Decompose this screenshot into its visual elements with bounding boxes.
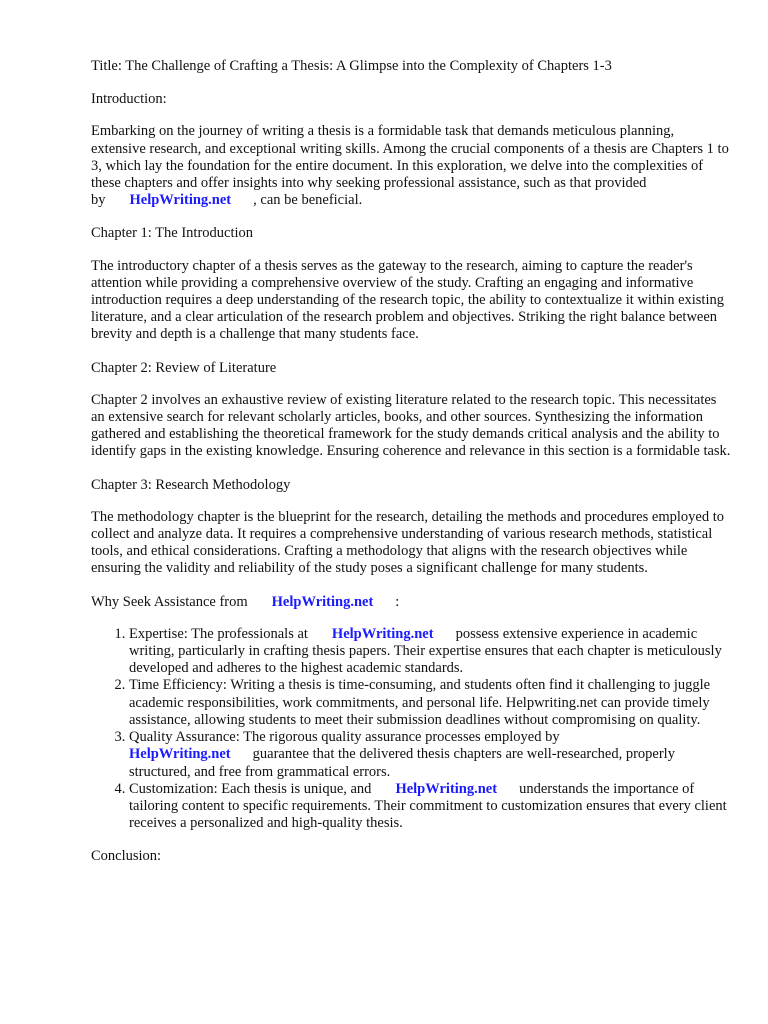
chapter3-paragraph: The methodology chapter is the blueprint for the research, detailing the methods and procedures employed to collect and analyze data. It requires a comprehensive understanding of various research methods, statistical tools, and ethical considerations. Crafting a methodology that aligns with the research objectives while ensuring the validity and reliability of the study poses a significant challenge for many students.: [91, 508, 724, 577]
reason-text: guarantee that the delivered thesis chapters are well-researched, properly structured, and free from grammatical errors.: [129, 746, 675, 780]
chapter2-heading: Chapter 2: Review of Literature: [91, 359, 277, 376]
reason-text: Expertise: The professionals at: [129, 625, 308, 642]
helpwriting-link[interactable]: HelpWriting.net: [331, 625, 434, 642]
chapter3-heading: Chapter 3: Research Methodology: [91, 476, 291, 493]
introduction-paragraph: [91, 123, 731, 209]
list-item: [129, 626, 731, 678]
helpwriting-link[interactable]: HelpWriting.net: [271, 593, 374, 610]
reason-text: Time Efficiency: Writing a thesis is time-consuming, and students often find it challenging to juggle academic responsibilities, work commitments, and personal life. Helpwriting.net can provide timely assistance, allowing students to meet their submission deadlines without compromising on quality.: [129, 677, 711, 728]
reason-text: possess extensive experience in academic writing, particularly in crafting thesis papers. Their expertise ensures that each chapter is meticulously developed and adheres to the highest academic standards.: [129, 625, 722, 677]
reason-text: Customization: Each thesis is unique, and: [129, 780, 372, 797]
document-title: Title: The Challenge of Crafting a Thesis: A Glimpse into the Complexity of Chapters 1-3: [91, 58, 612, 74]
conclusion-heading: Conclusion:: [91, 848, 162, 865]
why-seek-assistance-heading: [91, 594, 731, 611]
why-heading-colon: :: [395, 593, 400, 610]
reasons-list: [91, 626, 731, 832]
chapter2-paragraph: Chapter 2 involves an exhaustive review of existing literature related to the research topic. This necessitates an extensive search for relevant scholarly articles, books, and other sources. Synthesizing the information gathered and establishing the theoretical framework for the study demands critical analysis and the ability to identify gaps in the existing knowledge. Ensuring coherence and relevance in this section is a formidable task.: [91, 391, 731, 460]
list-item: [129, 677, 731, 729]
reason-text: understands the importance of tailoring content to specific requirements. Their commitment to customization ensures that every client receives a personalized and high-quality thesis.: [129, 780, 727, 832]
document-page: [91, 58, 731, 881]
chapter1-heading: Chapter 1: The Introduction: [91, 225, 254, 242]
helpwriting-link[interactable]: HelpWriting.net: [129, 746, 231, 763]
helpwriting-link[interactable]: HelpWriting.net: [395, 780, 498, 797]
introduction-heading: Introduction:: [91, 91, 167, 108]
introduction-text: Embarking on the journey of writing a thesis is a formidable task that demands meticulous planning, extensive research, and exceptional writing skills. Among the crucial components of a thesis are Chapters 1 to 3, which lay the foundation for the entire document. In this exploration, we delve into the complexities of these chapters and offer insights into why seeking professional assistance, such as that provided by: [91, 123, 729, 209]
why-heading-text: Why Seek Assistance from: [91, 593, 248, 610]
list-item: [129, 729, 731, 781]
list-item: [129, 781, 731, 833]
helpwriting-link[interactable]: HelpWriting.net: [129, 192, 232, 209]
reason-text: Quality Assurance: The rigorous quality assurance processes employed by: [129, 729, 560, 746]
introduction-text-end: , can be beneficial.: [253, 192, 363, 209]
chapter1-paragraph: The introductory chapter of a thesis serves as the gateway to the research, aiming to capture the reader's attention while providing a comprehensive overview of the study. Crafting an engaging and informative introduction requires a deep understanding of the research topic, the ability to contextualize it within existing literature, and a clear articulation of the research problem and objectives. Striking the right balance between brevity and depth is a challenge that many students face.: [91, 257, 724, 343]
